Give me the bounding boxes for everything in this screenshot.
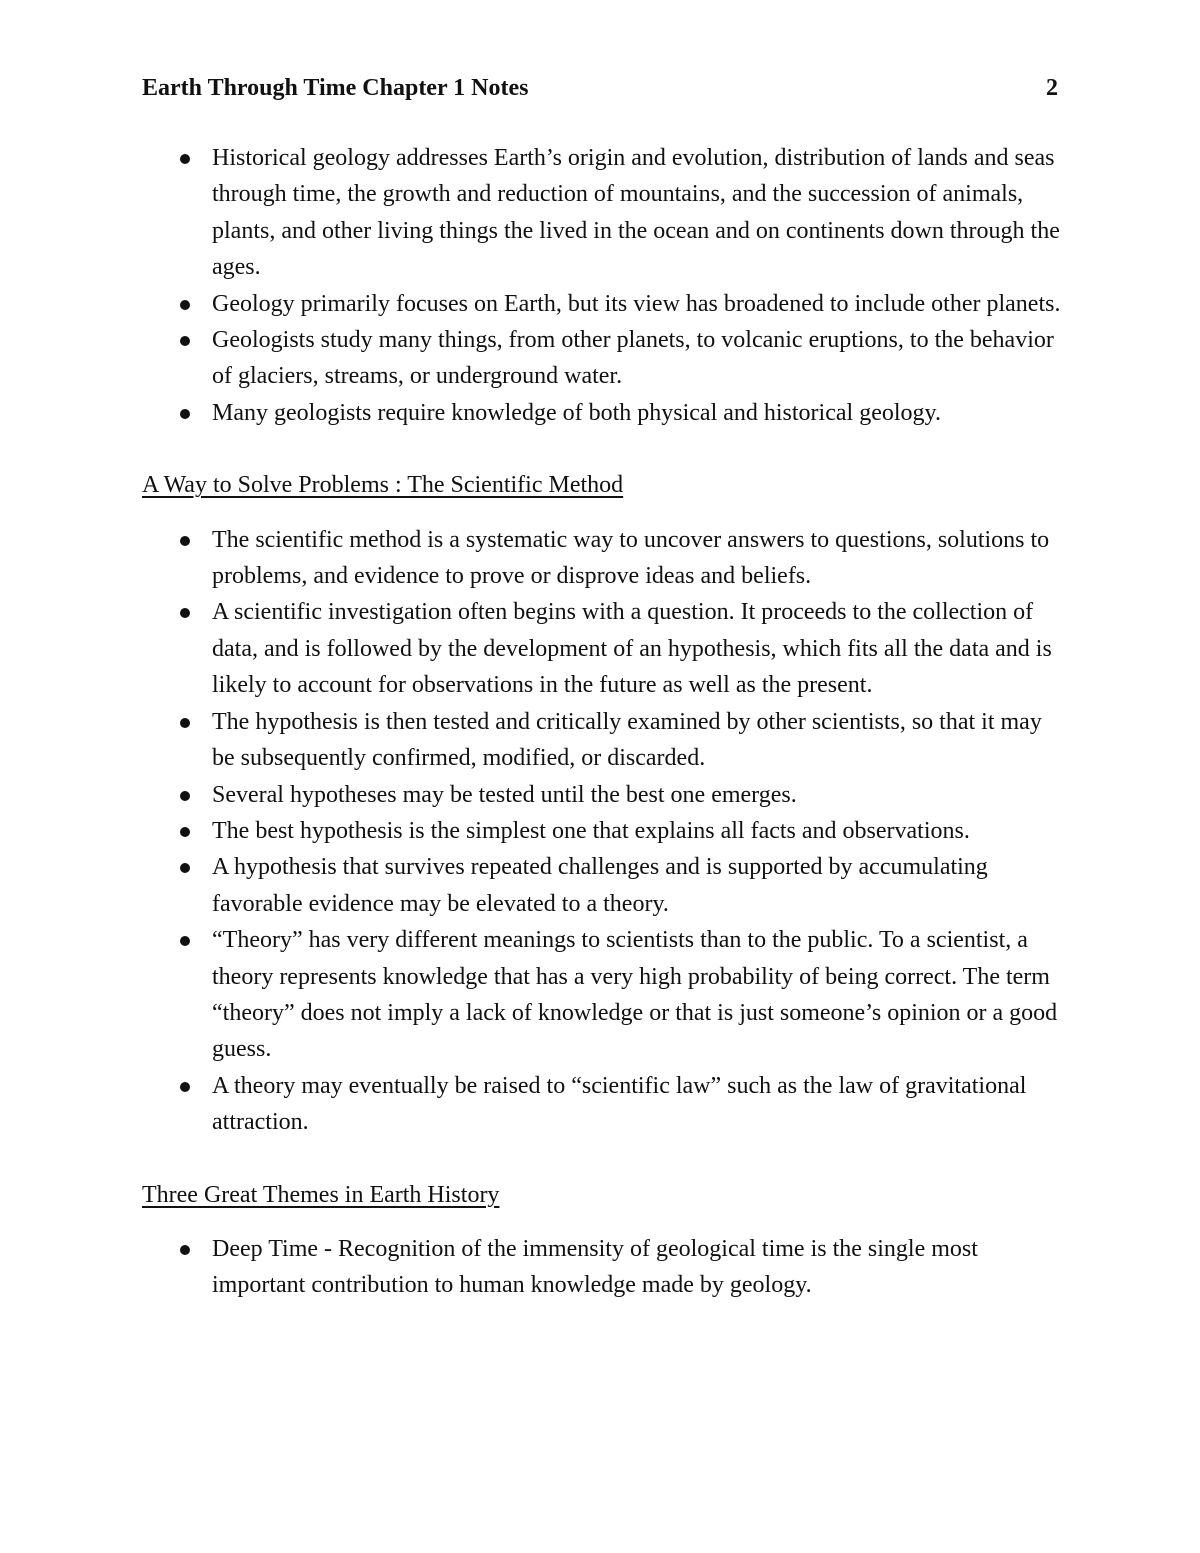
bullet-text: A scientific investigation often begins with a question. It proceeds to the collection of data, and is followed by the development of an hypothesis, which fits all the data and is likely to account for observations in the future as well as the present. (212, 599, 1052, 699)
bullet-icon (180, 791, 190, 801)
page-number: 2 (1046, 75, 1058, 101)
bullet-text: “Theory” has very different meanings to scientists than to the public. To a scientist, a theory represents knowledge that has a very high probability of being correct. The term “theory” does not imply a lack of knowledge or that is just someone’s opinion or a good guess. (212, 927, 1058, 1063)
bullet-icon (180, 154, 190, 164)
bullet-icon (180, 1245, 190, 1255)
list-item (142, 395, 1062, 431)
page-header (142, 72, 1058, 104)
list-item (142, 522, 1062, 595)
bullet-text: A hypothesis that survives repeated challenges and is supported by accumulating favorable evidence may be elevated to a theory. (212, 854, 988, 917)
bullet-icon (180, 827, 190, 837)
section-heading-three-themes: Three Great Themes in Earth History (142, 1181, 500, 1208)
bullet-text: Geologists study many things, from other planets, to volcanic eruptions, to the behavior of glaciers, streams, or underground water. (212, 327, 1054, 390)
list-item (142, 286, 1062, 322)
bullet-text: The best hypothesis is the simplest one that explains all facts and observations. (212, 817, 970, 844)
bullet-icon (180, 936, 190, 946)
bullet-icon (180, 409, 190, 419)
bullet-icon (180, 1082, 190, 1092)
section-heading-scientific-method: A Way to Solve Problems : The Scientific Method (142, 472, 624, 499)
bullet-icon (180, 300, 190, 310)
list-item (142, 1068, 1062, 1141)
list-item (142, 777, 1062, 813)
bullet-text: Geology primarily focuses on Earth, but its view has broadened to include other planets. (212, 290, 1061, 317)
bullet-icon (180, 718, 190, 728)
bullet-text: The hypothesis is then tested and critically examined by other scientists, so that it may be subsequently confirmed, modified, or discarded. (212, 708, 1042, 772)
scientific-method-bullet-list (142, 522, 1062, 1141)
document-body (142, 140, 1062, 1304)
bullet-text: A theory may eventually be raised to “scientific law” such as the law of gravitational attraction. (212, 1072, 1027, 1136)
bullet-icon (180, 336, 190, 346)
list-item (142, 849, 1062, 922)
bullet-text: Deep Time - Recognition of the immensity of geological time is the single most important contribution to human knowledge made by geology. (212, 1235, 978, 1299)
document-title: Earth Through Time Chapter 1 Notes (142, 75, 529, 101)
bullet-text: Historical geology addresses Earth’s origin and evolution, distribution of lands and seas through time, the growth and reduction of mountains, and the succession of animals, plants, and other living things the lived in the ocean and on continents down through the ages. (212, 145, 1060, 281)
list-item (142, 704, 1062, 777)
list-item (142, 813, 1062, 849)
list-item (142, 594, 1062, 703)
bullet-text: Several hypotheses may be tested until the best one emerges. (212, 781, 797, 808)
intro-bullet-list (142, 140, 1062, 431)
three-themes-bullet-list (142, 1231, 1062, 1304)
bullet-text: Many geologists require knowledge of both physical and historical geology. (212, 399, 941, 426)
list-item (142, 922, 1062, 1068)
list-item (142, 322, 1062, 395)
list-item (142, 1231, 1062, 1304)
bullet-icon (180, 863, 190, 873)
bullet-icon (180, 536, 190, 546)
bullet-text: The scientific method is a systematic way to uncover answers to questions, solutions to problems, and evidence to prove or disprove ideas and beliefs. (212, 526, 1050, 590)
bullet-icon (180, 608, 190, 618)
list-item (142, 140, 1062, 286)
